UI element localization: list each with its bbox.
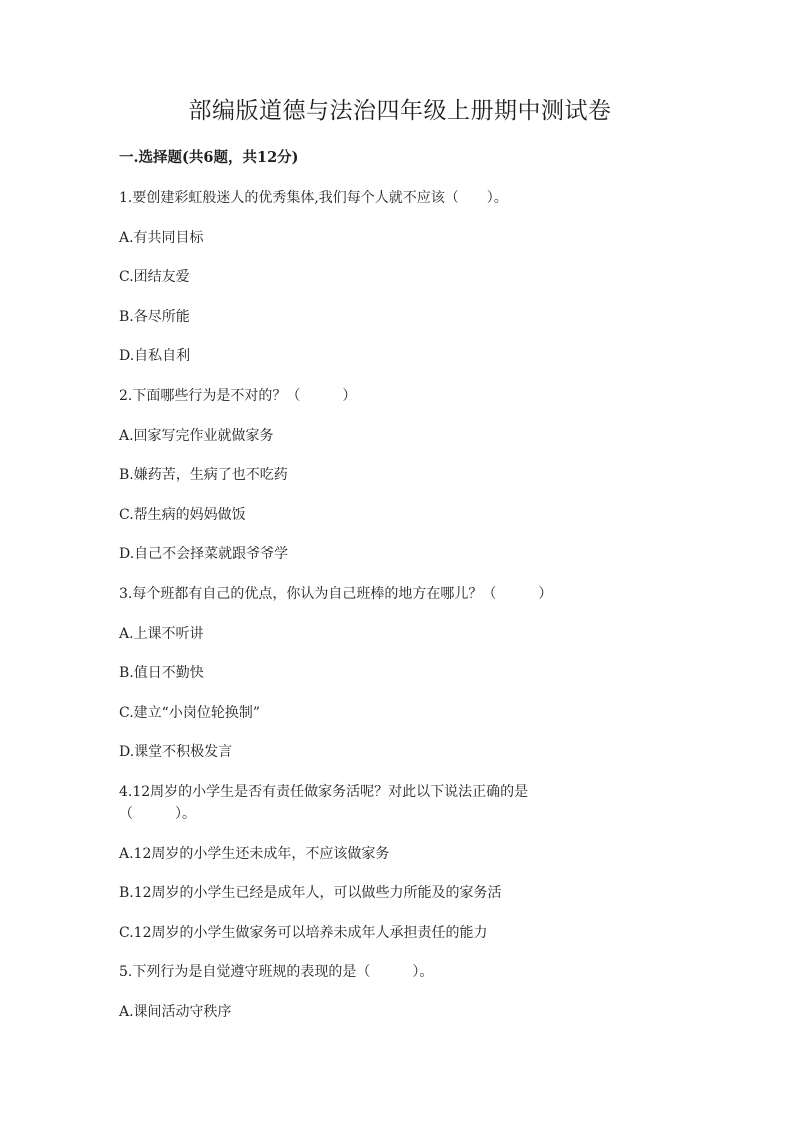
q2-option-b: B.嫌药苦，生病了也不吃药 [119,467,288,483]
q1-option-b: B.各尽所能 [119,309,190,325]
question-2: 2.下面哪些行为是不对的？（ ） [119,388,357,404]
question-5: 5.下列行为是自觉遵守班规的表现的是（ ）。 [119,964,434,980]
q1-option-a: A.有共同目标 [119,230,204,246]
q1-option-c: C.团结友爱 [119,269,190,285]
q3-option-d: D.课堂不积极发言 [119,744,233,760]
section-heading: 一.选择题(共6题，共12分) [119,149,299,166]
question-3: 3.每个班都有自己的优点，你认为自己班棒的地方在哪儿？（ ） [119,586,553,602]
q4-option-a: A.12周岁的小学生还未成年，不应该做家务 [119,846,390,862]
question-1: 1.要创建彩虹般迷人的优秀集体,我们每个人就不应该（ ）。 [119,190,508,206]
q4-option-c: C.12周岁的小学生做家务可以培养未成年人承担责任的能力 [119,925,488,941]
q2-option-c: C.帮生病的妈妈做饭 [119,507,246,523]
q3-option-c: C.建立“小岗位轮换制” [119,705,260,721]
question-4: 4.12周岁的小学生是否有责任做家务活呢？对此以下说法正确的是 [119,784,529,800]
q4-option-b: B.12周岁的小学生已经是成年人，可以做些力所能及的家务活 [119,885,502,901]
q2-option-a: A.回家写完作业就做家务 [119,428,274,444]
q3-option-b: B.值日不勤快 [119,665,204,681]
q3-option-a: A.上课不听讲 [119,626,204,642]
q2-option-d: D.自己不会择菜就跟爷爷学 [119,546,289,562]
question-4-continuation: （ ）。 [119,806,196,822]
q5-option-a: A.课间活动守秩序 [119,1004,232,1020]
q1-option-d: D.自私自利 [119,348,191,364]
page-title: 部编版道德与法治四年级上册期中测试卷 [188,98,612,124]
